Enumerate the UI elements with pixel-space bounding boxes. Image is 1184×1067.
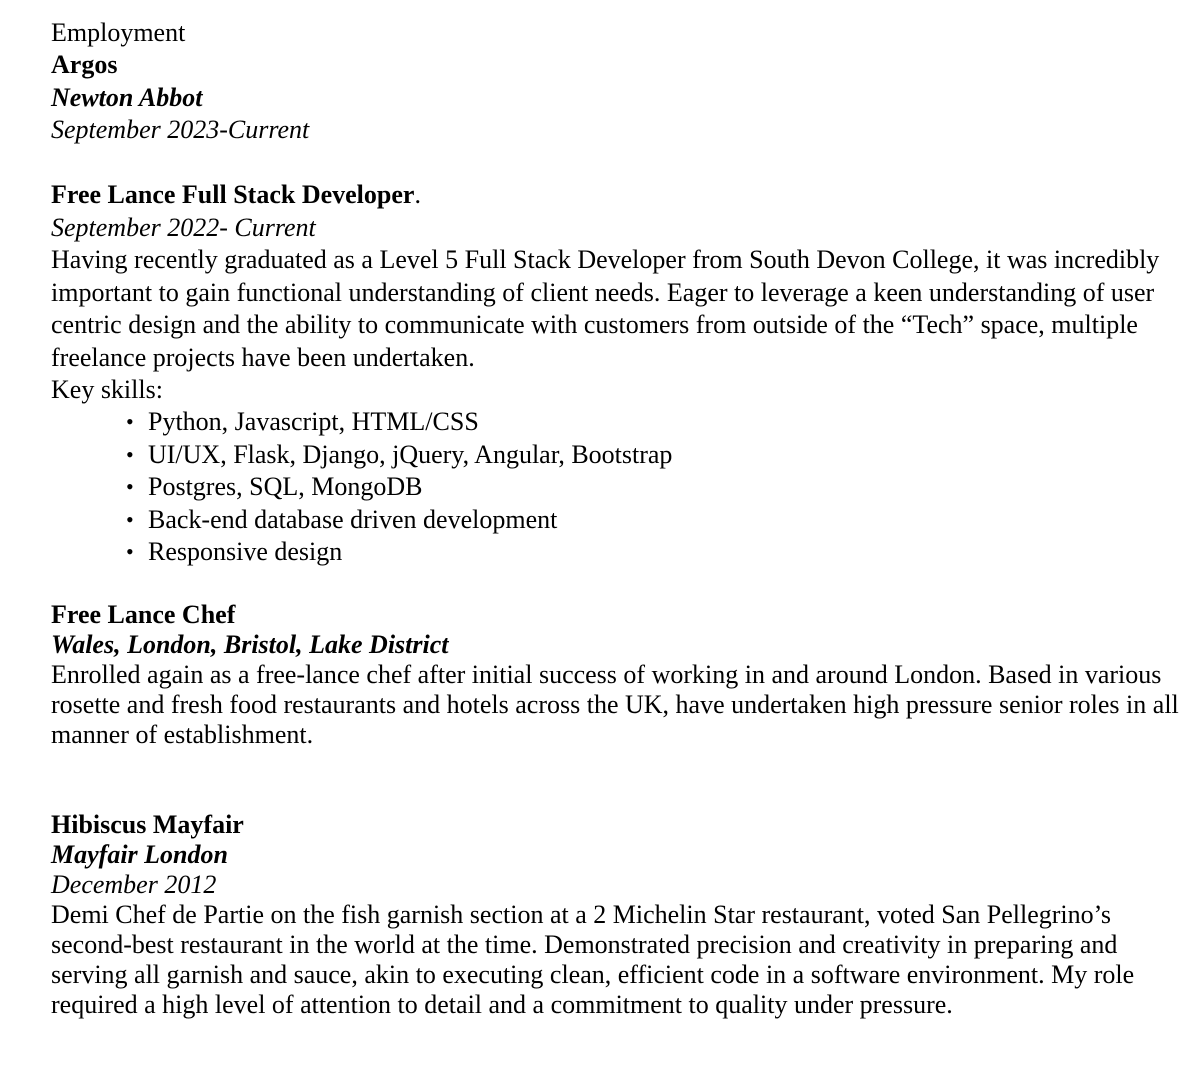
freelance-dev-title: Free Lance Full Stack Developer — [51, 180, 415, 209]
argos-dates: September 2023-Current — [51, 115, 310, 144]
list-item — [0, 406, 672, 439]
argos-employer: Argos — [51, 50, 118, 79]
bullet-icon: • — [126, 474, 134, 499]
freelance-chef-title: Free Lance Chef — [51, 600, 236, 629]
skill-text: Back-end database driven development — [148, 504, 558, 534]
freelance-chef-locations: Wales, London, Bristol, Lake District — [51, 630, 449, 659]
skills-heading: Key skills: — [51, 375, 163, 404]
hibiscus-dates: December 2012 — [51, 870, 217, 899]
bullet-icon: • — [126, 539, 134, 564]
bullet-icon: • — [126, 441, 134, 467]
skills-list — [0, 406, 672, 569]
section-title: Employment — [51, 18, 186, 47]
list-item — [0, 439, 672, 472]
freelance-chef-description: Enrolled again as a free-lance chef after initial success of working in and around London. Based in various rosette and fresh food restaurants and hotels across the UK, have undertaken high pressure senior roles in all manner of establishment. — [51, 660, 1179, 749]
freelance-dev-heading — [51, 179, 421, 211]
freelance-dev-title-suffix: . — [414, 180, 421, 209]
list-item — [0, 504, 672, 537]
skill-text: Postgres, SQL, MongoDB — [148, 472, 423, 501]
skill-text: Responsive design — [148, 537, 343, 566]
hibiscus-location: Mayfair London — [51, 840, 228, 869]
bullet-icon: • — [126, 409, 134, 434]
skill-text: Python, Javascript, HTML/CSS — [148, 407, 479, 436]
skill-text: UI/UX, Flask, Django, jQuery, Angular, Bootstrap — [148, 439, 673, 469]
freelance-dev-dates: September 2022- Current — [51, 213, 316, 242]
argos-location: Newton Abbot — [51, 83, 203, 112]
list-item — [0, 471, 672, 504]
hibiscus-description: Demi Chef de Partie on the fish garnish section at a 2 Michelin Star restaurant, voted San Pellegrino’s second-best restaurant in the world at the time. Demonstrated precision and creativity in preparing and serving all garnish and sauce, akin to executing clean, efficient code in a software environment. My role required a high level of attention to detail and a commitment to quality under pressure. — [51, 900, 1135, 1019]
hibiscus-employer: Hibiscus Mayfair — [51, 810, 244, 839]
list-item — [0, 536, 672, 569]
freelance-dev-description: Having recently graduated as a Level 5 Full Stack Developer from South Devon College, it was incredibly important to gain functional understanding of client needs. Eager to leverage a keen understanding of user centric design and the ability to communicate with customers from outside of the “Tech” space, multiple freelance projects have been undertaken. — [51, 245, 1160, 372]
bullet-icon: • — [126, 506, 134, 532]
